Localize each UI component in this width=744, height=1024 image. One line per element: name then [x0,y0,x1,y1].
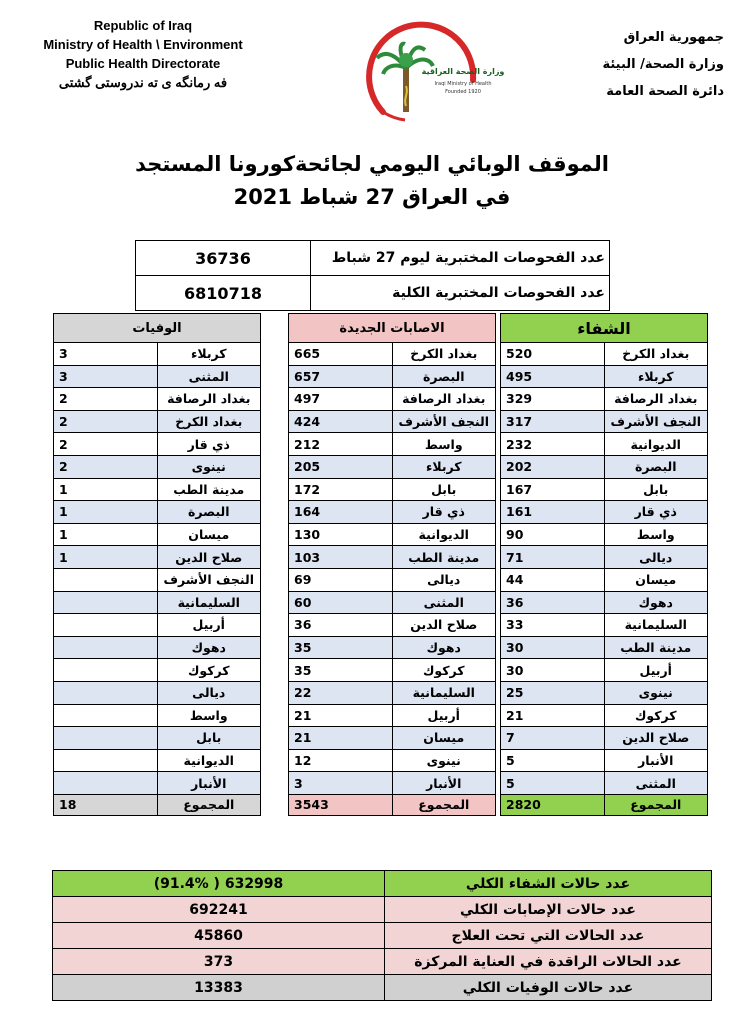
summary-row [53,871,712,897]
infections-table [288,313,496,816]
count-cell: 5 [501,749,605,772]
count-cell: 1 [54,478,158,501]
summary-row [53,897,712,923]
governorate-cell: كركوك [157,659,261,682]
table-row [501,749,708,772]
lab-tests-table [135,240,610,311]
governorate-cell: ذي قار [157,433,261,456]
governorate-cell: نينوى [392,749,496,772]
table-row [54,636,261,659]
governorate-cell: المثنى [157,365,261,388]
republic-line: Republic of Iraq [93,18,193,33]
governorate-cell: النجف الأشرف [157,568,261,591]
column-header-row [54,314,261,343]
count-cell: 35 [289,636,393,659]
governorate-cell: كركوك [392,659,496,682]
count-cell: 69 [289,568,393,591]
governorate-cell: الديوانية [392,523,496,546]
count-cell [54,568,158,591]
table-row [289,388,496,411]
page-title [0,148,744,214]
governorate-cell: بغداد الكرخ [604,343,708,366]
table-row [501,591,708,614]
governorate-cell: الأنبار [604,749,708,772]
count-cell: 317 [501,410,605,433]
table-row [289,523,496,546]
totals-summary-table [52,870,712,1001]
count-cell: 33 [501,614,605,637]
count-cell [54,727,158,750]
table-row [501,659,708,682]
governorate-cell: المثنى [604,772,708,795]
count-cell: 30 [501,659,605,682]
governorate-cell: نينوى [604,681,708,704]
summary-label: عدد حالات الشفاء الكلي [385,871,712,897]
recovery-table [500,313,708,816]
column-title: الوفيات [54,314,261,343]
count-cell: 164 [289,501,393,524]
count-cell: 2 [54,433,158,456]
count-cell: 202 [501,455,605,478]
governorate-cell: كربلاء [604,365,708,388]
governorate-cell: بابل [392,478,496,501]
count-cell [54,636,158,659]
arabic-header [602,24,724,105]
table-row [54,659,261,682]
count-cell [54,749,158,772]
table-row [54,478,261,501]
count-cell: 36 [289,614,393,637]
table-row [289,636,496,659]
deaths-table [53,313,261,816]
summary-label: عدد حالات الإصابات الكلي [385,897,712,923]
governorate-cell: ذي قار [604,501,708,524]
table-row [54,433,261,456]
table-row [289,727,496,750]
table-row [289,772,496,795]
count-cell: 212 [289,433,393,456]
count-cell [54,591,158,614]
total-tests-row [136,276,610,311]
governorate-cell: نينوى [157,455,261,478]
table-row [289,455,496,478]
governorate-cell: بغداد الكرخ [157,410,261,433]
total-row [54,794,261,815]
kurdish-line: فه رمانگه ی ته ندروستی گشتی [58,75,228,90]
count-cell: 520 [501,343,605,366]
table-row [54,591,261,614]
governorate-cell: دهوك [604,591,708,614]
governorate-cell: البصرة [392,365,496,388]
count-cell: 232 [501,433,605,456]
count-cell: 21 [289,727,393,750]
count-cell [54,659,158,682]
governorate-cell: مدينة الطب [392,546,496,569]
governorate-cell: السليمانية [604,614,708,637]
table-row [501,727,708,750]
table-row [54,727,261,750]
total-value: 3543 [289,794,393,815]
governorate-cell: النجف الأشرف [392,410,496,433]
table-row [289,365,496,388]
count-cell: 424 [289,410,393,433]
count-cell: 172 [289,478,393,501]
governorate-cell: كركوك [604,704,708,727]
governorate-cell: بغداد الرصافة [392,388,496,411]
total-row [289,794,496,815]
table-row [501,388,708,411]
table-row [54,388,261,411]
palm-tree-emblem-icon [345,14,505,124]
table-row [289,433,496,456]
governorate-cell: أربيل [604,659,708,682]
governorate-cell: المثنى [392,591,496,614]
count-cell: 2 [54,410,158,433]
count-cell: 71 [501,546,605,569]
summary-row [53,923,712,949]
table-row [54,704,261,727]
summary-row [53,949,712,975]
table-row [54,614,261,637]
count-cell: 30 [501,636,605,659]
count-cell [54,772,158,795]
table-row [501,455,708,478]
directorate-line-ar: دائرة الصحة العامة [606,84,724,99]
summary-value: (91.4% ) 632998 [53,871,385,897]
governorate-cell: ميسان [604,568,708,591]
table-row [501,636,708,659]
daily-tests-label: عدد الفحوصات المختبرية ليوم 27 شباط [311,241,610,276]
governorate-cell: السليمانية [392,681,496,704]
svg-text:Founded 1920: Founded 1920 [445,89,481,95]
column-title: الشفاء [501,314,708,343]
governorate-cell: النجف الأشرف [604,410,708,433]
count-cell: 5 [501,772,605,795]
table-row [54,546,261,569]
total-value: 2820 [501,794,605,815]
count-cell: 205 [289,455,393,478]
count-cell: 3 [54,343,158,366]
table-row [289,591,496,614]
summary-label: عدد حالات الوفيات الكلي [385,975,712,1001]
table-row [501,614,708,637]
count-cell: 21 [289,704,393,727]
table-row [54,772,261,795]
svg-text:وزارة الصحة العراقية: وزارة الصحة العراقية [421,67,505,76]
governorate-cell: دهوك [157,636,261,659]
table-row [289,410,496,433]
governorate-cell: صلاح الدين [392,614,496,637]
count-cell: 329 [501,388,605,411]
governorate-cell: الأنبار [392,772,496,795]
governorate-cell: الديوانية [157,749,261,772]
table-row [289,659,496,682]
summary-value: 45860 [53,923,385,949]
title-line-2: في العراق 27 شباط 2021 [233,185,511,209]
governorate-cell: مدينة الطب [604,636,708,659]
summary-value: 692241 [53,897,385,923]
count-cell: 130 [289,523,393,546]
table-row [54,749,261,772]
count-cell: 21 [501,704,605,727]
governorate-cell: ديالى [157,681,261,704]
count-cell: 665 [289,343,393,366]
count-cell: 25 [501,681,605,704]
count-cell: 497 [289,388,393,411]
governorate-cell: السليمانية [157,591,261,614]
ministry-line: Ministry of Health \ Environment [43,37,243,52]
table-row [501,433,708,456]
count-cell: 2 [54,455,158,478]
table-row [54,523,261,546]
count-cell: 90 [501,523,605,546]
table-row [501,365,708,388]
governorate-cell: بغداد الرصافة [604,388,708,411]
table-row [289,614,496,637]
english-header [18,16,268,92]
total-tests-value: 6810718 [136,276,311,311]
summary-value: 13383 [53,975,385,1001]
total-label: المجموع [157,794,261,815]
governorate-cell: ديالى [604,546,708,569]
governorate-cell: صلاح الدين [604,727,708,750]
total-value: 18 [54,794,158,815]
count-cell [54,704,158,727]
governorate-cell: البصرة [157,501,261,524]
count-cell: 103 [289,546,393,569]
table-row [501,478,708,501]
governorate-cell: بابل [157,727,261,750]
ministry-logo [345,14,505,124]
governorate-cell: ميسان [157,523,261,546]
table-row [54,501,261,524]
table-row [501,568,708,591]
column-header-row [501,314,708,343]
table-row [54,410,261,433]
table-row [501,681,708,704]
summary-row [53,975,712,1001]
table-row [54,681,261,704]
count-cell: 3 [54,365,158,388]
table-row [289,478,496,501]
summary-label: عدد الحالات التي تحت العلاج [385,923,712,949]
table-row [501,343,708,366]
governorate-cell: دهوك [392,636,496,659]
count-cell: 44 [501,568,605,591]
governorate-cell: صلاح الدين [157,546,261,569]
governorate-cell: بغداد الرصافة [157,388,261,411]
count-cell: 161 [501,501,605,524]
governorate-cell: واسط [604,523,708,546]
column-title: الاصابات الجديدة [289,314,496,343]
count-cell: 495 [501,365,605,388]
governorate-cell: كربلاء [392,455,496,478]
table-row [289,749,496,772]
governorate-cell: مدينة الطب [157,478,261,501]
table-row [289,681,496,704]
table-row [501,523,708,546]
governorate-cell: كربلاء [157,343,261,366]
count-cell [54,614,158,637]
column-header-row [289,314,496,343]
governorate-cell: أربيل [392,704,496,727]
count-cell: 1 [54,546,158,569]
table-row [54,365,261,388]
count-cell: 1 [54,523,158,546]
ministry-line-ar: وزارة الصحة/ البيئة [602,57,724,72]
table-row [54,455,261,478]
table-row [501,546,708,569]
table-row [501,704,708,727]
count-cell: 167 [501,478,605,501]
count-cell: 12 [289,749,393,772]
count-cell: 36 [501,591,605,614]
governorate-cell: ديالى [392,568,496,591]
governorate-cell: أربيل [157,614,261,637]
svg-text:Iraqi Ministry of Health: Iraqi Ministry of Health [434,81,492,87]
governorate-cell: واسط [392,433,496,456]
table-row [289,343,496,366]
daily-tests-row [136,241,610,276]
count-cell: 657 [289,365,393,388]
table-row [501,410,708,433]
governorate-cell: بابل [604,478,708,501]
count-cell: 3 [289,772,393,795]
summary-label: عدد الحالات الراقدة في العناية المركزة [385,949,712,975]
directorate-line: Public Health Directorate [65,56,221,71]
table-row [289,704,496,727]
republic-line-ar: جمهورية العراق [623,30,724,45]
total-row [501,794,708,815]
table-row [289,546,496,569]
table-row [289,568,496,591]
total-label: المجموع [604,794,708,815]
count-cell: 7 [501,727,605,750]
table-row [501,501,708,524]
governorate-cell: ميسان [392,727,496,750]
table-row [501,772,708,795]
table-row [289,501,496,524]
count-cell: 22 [289,681,393,704]
total-label: المجموع [392,794,496,815]
count-cell: 60 [289,591,393,614]
table-row [54,343,261,366]
summary-value: 373 [53,949,385,975]
table-row [54,568,261,591]
daily-tests-value: 36736 [136,241,311,276]
total-tests-label: عدد الفحوصات المختبرية الكلية [311,276,610,311]
governorate-cell: الديوانية [604,433,708,456]
governorate-cell: واسط [157,704,261,727]
count-cell [54,681,158,704]
title-line-1: الموقف الوبائي اليومي لجائحةكورونا المستجد [135,152,609,176]
governorate-cell: ذي قار [392,501,496,524]
governorate-cell: بغداد الكرخ [392,343,496,366]
count-cell: 2 [54,388,158,411]
count-cell: 1 [54,501,158,524]
governorate-cell: البصرة [604,455,708,478]
governorate-cell: الأنبار [157,772,261,795]
count-cell: 35 [289,659,393,682]
